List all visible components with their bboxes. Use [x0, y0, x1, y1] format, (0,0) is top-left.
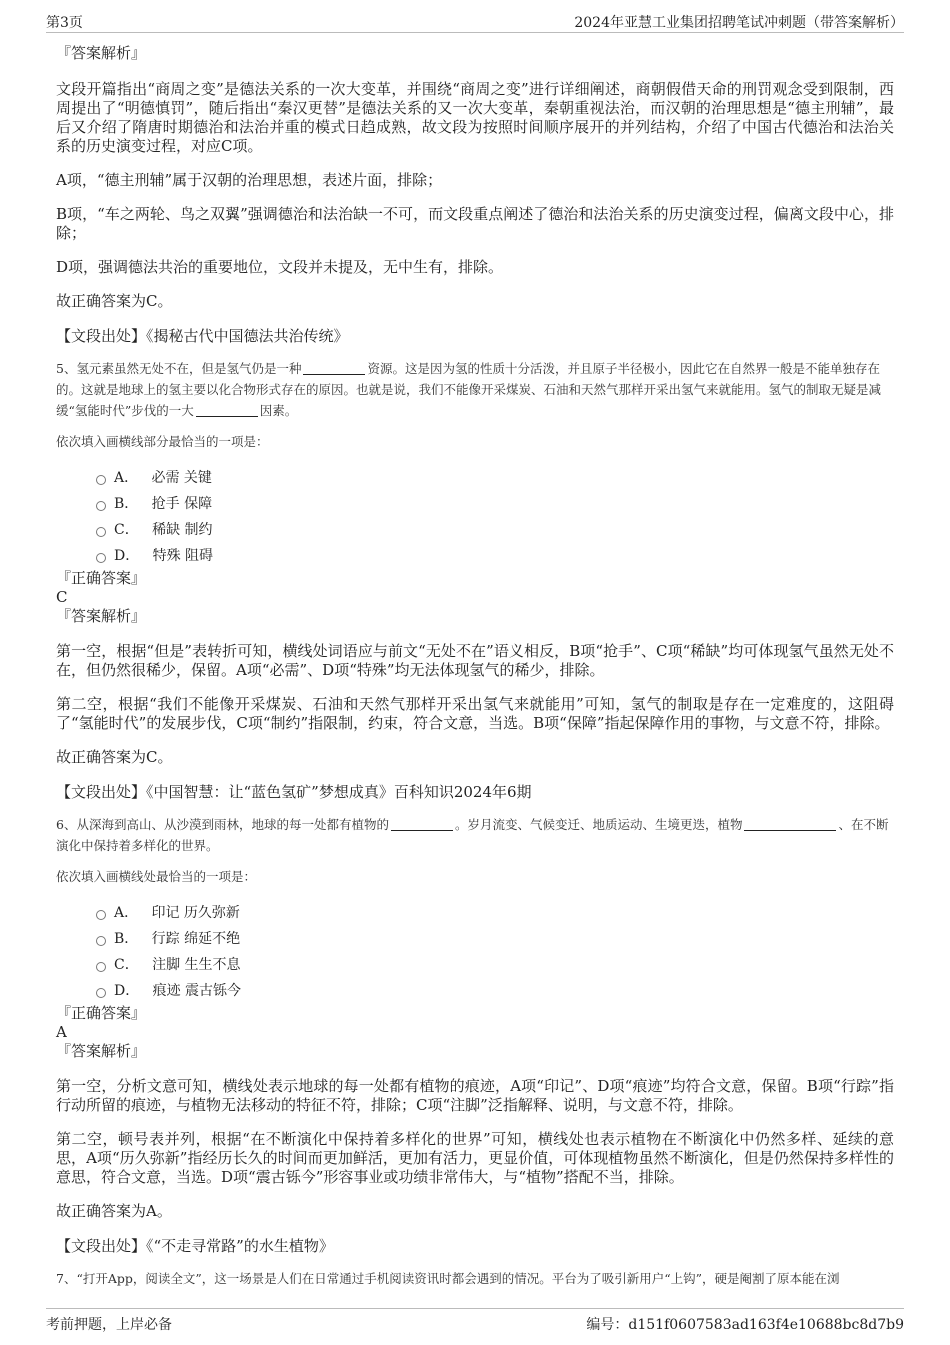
- option-c[interactable]: C． 注脚 生生不息: [56, 952, 894, 978]
- option-b[interactable]: B． 抢手 保障: [56, 491, 894, 517]
- radio-icon[interactable]: [96, 475, 106, 485]
- option-d[interactable]: D． 特殊 阻碍: [56, 543, 894, 569]
- radio-icon[interactable]: [96, 910, 106, 920]
- fill-blank: [196, 402, 258, 417]
- radio-icon[interactable]: [96, 553, 106, 563]
- answer-analysis-label: 『答案解析』: [56, 44, 147, 62]
- option-b[interactable]: B． 行踪 绵延不绝: [56, 926, 894, 952]
- fill-blank: [391, 816, 453, 831]
- radio-icon[interactable]: [96, 527, 106, 537]
- question-6-text: 6、从深海到高山、从沙漠到雨林，地球的每一处都有植物的 。岁月流变、气候变迁、地质运动、生境更迭，植物 、在不断演化中保持着多样化的世界。: [56, 817, 889, 853]
- fill-blank: [744, 816, 836, 831]
- correct-answer: A: [56, 1023, 67, 1041]
- analysis-paragraph: A项，“德主刑辅”属于汉朝的治理思想，表述片面，排除；: [56, 171, 443, 189]
- question-prompt: 依次填入画横线部分最恰当的一项是：: [56, 434, 269, 449]
- question-5-text: 5、氢元素虽然无处不在，但是氢气仍是一种 资源。这是因为氢的性质十分活泼，并且原子半径极小，因此它在自然界一般是不能单独存在的。这就是地球上的氢主要以化合物形式存在的原因。也就是说，我们不能像开采煤炭、石油和天然气那样开采出氢气来就能用。氢气的制取无疑是减缓“氢能时代”步伐的一大 因素。: [56, 361, 882, 418]
- question-6-options: [56, 900, 894, 1004]
- question-7-text: 7、“打开App，阅读全文”，这一场景是人们在日常通过手机阅读资讯时都会遇到的情况。平台为了吸引新用户“上钩”，硬是阉割了原本能在浏: [56, 1271, 840, 1286]
- analysis-paragraph: 第一空，根据“但是”表转折可知，横线处词语应与前文“无处不在”语义相反，B项“抢手”、C项“稀缺”均可体现氢气虽然无处不在，但仍然很稀少，保留。A项“必需”、D项“特殊”均无法体现氢气的稀少，排除。: [56, 642, 894, 679]
- passage-source: 【文段出处】《中国智慧：让“蓝色氢矿”梦想成真》百科知识2024年6期: [56, 783, 532, 801]
- radio-icon[interactable]: [96, 962, 106, 972]
- option-c[interactable]: C． 稀缺 制约: [56, 517, 894, 543]
- page-content: [56, 42, 894, 1289]
- fill-blank: [303, 360, 365, 375]
- answer-analysis-label: 『答案解析』: [56, 607, 147, 625]
- page-footer: [46, 1308, 904, 1333]
- document-id: 编号：d151f0607583ad163f4e10688bc8d7b9: [586, 1317, 904, 1333]
- correct-answer-label: 『正确答案』: [56, 569, 147, 587]
- correct-answer-label: 『正确答案』: [56, 1004, 147, 1022]
- question-prompt: 依次填入画横线处最恰当的一项是：: [56, 869, 257, 884]
- option-d[interactable]: D． 痕迹 震古铄今: [56, 978, 894, 1004]
- analysis-paragraph: B项，“车之两轮、鸟之双翼”强调德治和法治缺一不可，而文段重点阐述了德治和法治关系的历史演变过程，偏离文段中心，排除；: [56, 205, 894, 242]
- radio-icon[interactable]: [96, 988, 106, 998]
- analysis-paragraph: D项，强调德法共治的重要地位，文段并未提及，无中生有，排除。: [56, 258, 504, 276]
- option-a[interactable]: A． 必需 关键: [56, 465, 894, 491]
- analysis-paragraph: 第二空，顿号表并列，根据“在不断演化中保持着多样化的世界”可知，横线处也表示植物在不断演化中仍然多样、延续的意思，A项“历久弥新”指经历长久的时间而更加鲜活，更加有活力，更显价值，可体现植物虽然不断演化，但是仍然保持多样性的意思，符合文意，当选。D项“震古铄今”形容事业或功绩非常伟大，与“植物”搭配不当，排除。: [56, 1130, 894, 1186]
- radio-icon[interactable]: [96, 501, 106, 511]
- page-number: 第3页: [46, 15, 83, 31]
- answer-analysis-label: 『答案解析』: [56, 1042, 147, 1060]
- radio-icon[interactable]: [96, 936, 106, 946]
- page-header: [46, 10, 904, 33]
- correct-answer: C: [56, 588, 68, 606]
- option-a[interactable]: A． 印记 历久弥新: [56, 900, 894, 926]
- question-5-options: [56, 465, 894, 569]
- analysis-paragraph: 文段开篇指出“商周之变”是德法关系的一次大变革，并围绕“商周之变”进行详细阐述，商朝假借天命的刑罚观念受到限制，西周提出了“明德慎罚”，随后指出“秦汉更替”是德法关系的又一次大变革，秦朝重视法治，而汉朝的治理思想是“德主刑辅”，最后又介绍了隋唐时期德治和法治并重的模式日趋成熟，故文段为按照时间顺序展开的并列结构，介绍了中国古代德治和法治关系的历史演变过程，对应C项。: [56, 80, 894, 155]
- conclusion: 故正确答案为C。: [56, 748, 173, 766]
- conclusion: 故正确答案为A。: [56, 1202, 172, 1220]
- passage-source: 【文段出处】《揭秘古代中国德法共治传统》: [56, 327, 349, 345]
- passage-source: 【文段出处】《“不走寻常路”的水生植物》: [56, 1237, 334, 1255]
- footer-slogan: 考前押题，上岸必备: [46, 1317, 172, 1333]
- analysis-paragraph: 第二空，根据“我们不能像开采煤炭、石油和天然气那样开采出氢气来就能用”可知，氢气的制取是存在一定难度的，这阻碍了“氢能时代”的发展步伐，C项“制约”指限制，约束，符合文意，当选。B项“保障”指起保障作用的事物，与文意不符，排除。: [56, 695, 894, 732]
- analysis-paragraph: 第一空，分析文意可知，横线处表示地球的每一处都有植物的痕迹，A项“印记”、D项“痕迹”均符合文意，保留。B项“行踪”指行动所留的痕迹，与植物无法移动的特征不符，排除；C项“注脚”泛指解释、说明，与文意不符，排除。: [56, 1077, 894, 1114]
- conclusion: 故正确答案为C。: [56, 292, 173, 310]
- document-title: 2024年亚慧工业集团招聘笔试冲刺题（带答案解析）: [574, 15, 904, 31]
